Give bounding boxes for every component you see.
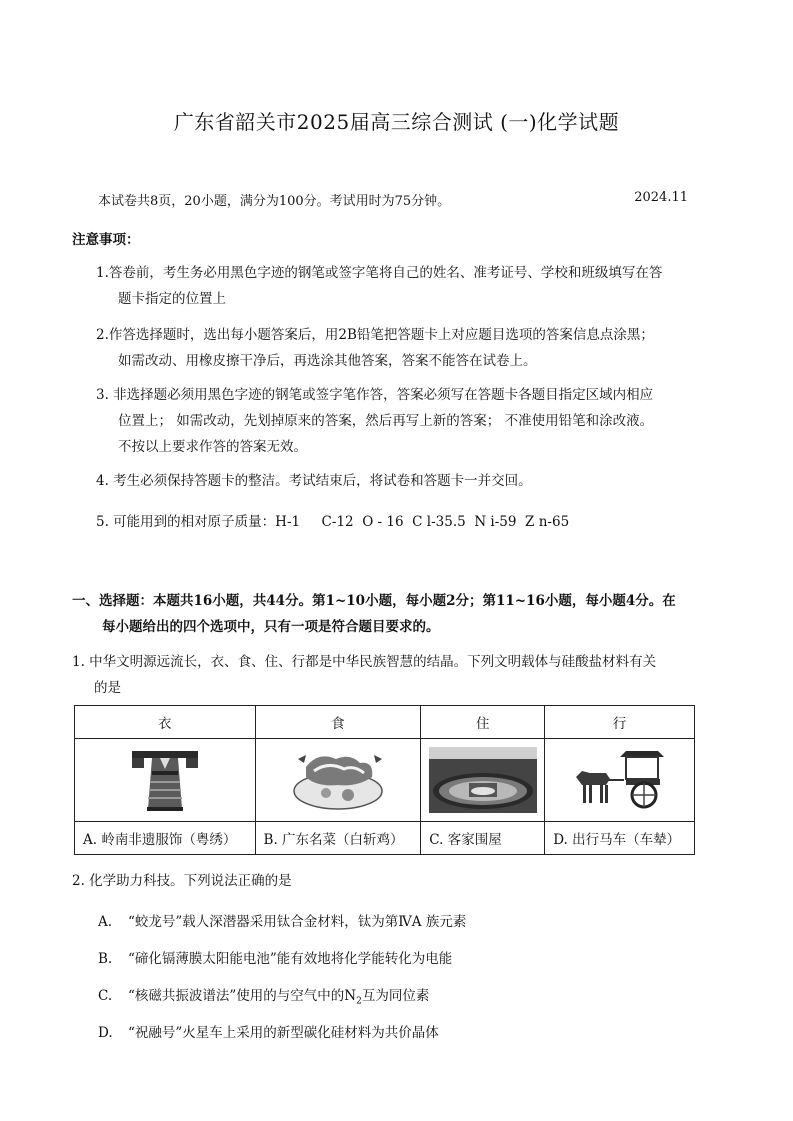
question-1-line: 的是 [94, 680, 121, 696]
option-text: “蛟龙号”载人深潜器采用钛合金材料，钛为第ⅣA 族元素 [128, 914, 467, 930]
question-2-line: 2. 化学助力科技。下列说法正确的是 [72, 873, 292, 889]
table-header-clothing: 衣 [75, 706, 256, 739]
option-text: “碲化镉薄膜太阳能电池”能有效地将化学能转化为电能 [128, 951, 453, 967]
table-header-food: 食 [255, 706, 421, 739]
question-1-table [74, 705, 695, 855]
option-b-image-cell [255, 739, 421, 822]
notice-heading: 注意事项： [72, 232, 140, 248]
exam-info [98, 190, 688, 209]
option-d-image-cell [545, 739, 695, 822]
question-2-option-b [98, 947, 718, 967]
option-c-label: C. 客家围屋 [421, 822, 545, 855]
notice-item-line: 2.作答选择题时，选出每小题答案后，用2B铅笔把答题卡上对应题目选项的答案信息点涂黑； [96, 327, 654, 343]
question-2-option-a [98, 910, 718, 930]
section-heading-line: 一、选择题：本题共16小题，共44分。第1~10小题，每小题2分；第11~16小题，每小题4分。在 [72, 593, 676, 609]
notice-item-line: 5. 可能用到的相对原子质量：H-1 C-12 O - 16 C l-35.5 N i-59 Z n-65 [96, 514, 570, 530]
option-b-label: B. 广东名菜（白斩鸡） [255, 822, 421, 855]
question-2-option-d [98, 1021, 718, 1041]
option-c-image-cell [421, 739, 545, 822]
notice-item-3 [96, 382, 726, 460]
table-header-housing: 住 [421, 706, 545, 739]
option-d-label: D. 出行马车（车辇） [545, 822, 695, 855]
embroidered-robe-image [130, 747, 200, 813]
page-title: 广东省韶关市2025届高三综合测试 (一)化学试题 [173, 110, 620, 134]
question-2-stem [72, 868, 727, 894]
option-text: “祝融号”火星车上采用的新型碳化硅材料为共价晶体 [128, 1025, 439, 1041]
white-cut-chicken-image [288, 747, 388, 813]
option-letter: B. [98, 951, 113, 967]
option-a-image-cell [75, 739, 256, 822]
option-letter: D. [98, 1025, 113, 1041]
notice-item-2 [96, 322, 726, 374]
option-letter: C. [98, 988, 113, 1004]
horse-carriage-image [572, 747, 668, 813]
question-1-line: 1. 中华文明源远流长，衣、食、住、行都是中华民族智慧的结晶。下列文明载体与硅酸盐材料有关 [72, 654, 657, 670]
option-letter: A. [98, 914, 113, 930]
notice-item-line: 1.答卷前，考生务必用黑色字迹的钢笔或签字笔将自己的姓名、准考证号、学校和班级填写在答 [96, 265, 663, 281]
notice-item-line: 不按以上要求作答的答案无效。 [118, 439, 307, 455]
hakka-roundhouse-image [429, 747, 537, 813]
notice-item-line: 如需改动、用橡皮擦干净后，再选涂其他答案，答案不能答在试卷上。 [118, 353, 537, 369]
option-text-subscript: 2 [356, 996, 362, 1007]
table-header-travel: 行 [545, 706, 695, 739]
notice-item-line: 3. 非选择题必须用黑色字迹的钢笔或签字笔作答，答案必须写在答题卡各题目指定区域内相应 [96, 387, 654, 403]
notice-item-4 [96, 468, 726, 494]
notice-item-line: 题卡指定的位置上 [118, 291, 226, 307]
option-text: “核磁共振波谱法”使用的与空气中的N [128, 988, 357, 1004]
notice-item-1 [96, 260, 726, 312]
notice-item-line: 4. 考生必须保持答题卡的整洁。考试结束后，将试卷和答题卡一并交回。 [96, 473, 532, 489]
notice-item-line: 位置上； 如需改动，先划掉原来的答案，然后再写上新的答案； 不准使用铅笔和涂改液。 [118, 413, 654, 429]
option-a-label: A. 岭南非遗服饰（粤绣） [75, 822, 256, 855]
section-heading-line: 每小题给出的四个选项中，只有一项是符合题目要求的。 [102, 619, 440, 635]
notice-item-5 [96, 509, 726, 535]
section-heading [72, 588, 727, 640]
exam-info-text: 本试卷共8页，20小题，满分为100分。考试用时为75分钟。 [98, 194, 451, 209]
exam-date: 2024.11 [634, 190, 688, 205]
question-2-option-c [98, 984, 718, 1007]
question-1-stem [72, 649, 727, 701]
option-text: 互为同位素 [361, 988, 430, 1004]
